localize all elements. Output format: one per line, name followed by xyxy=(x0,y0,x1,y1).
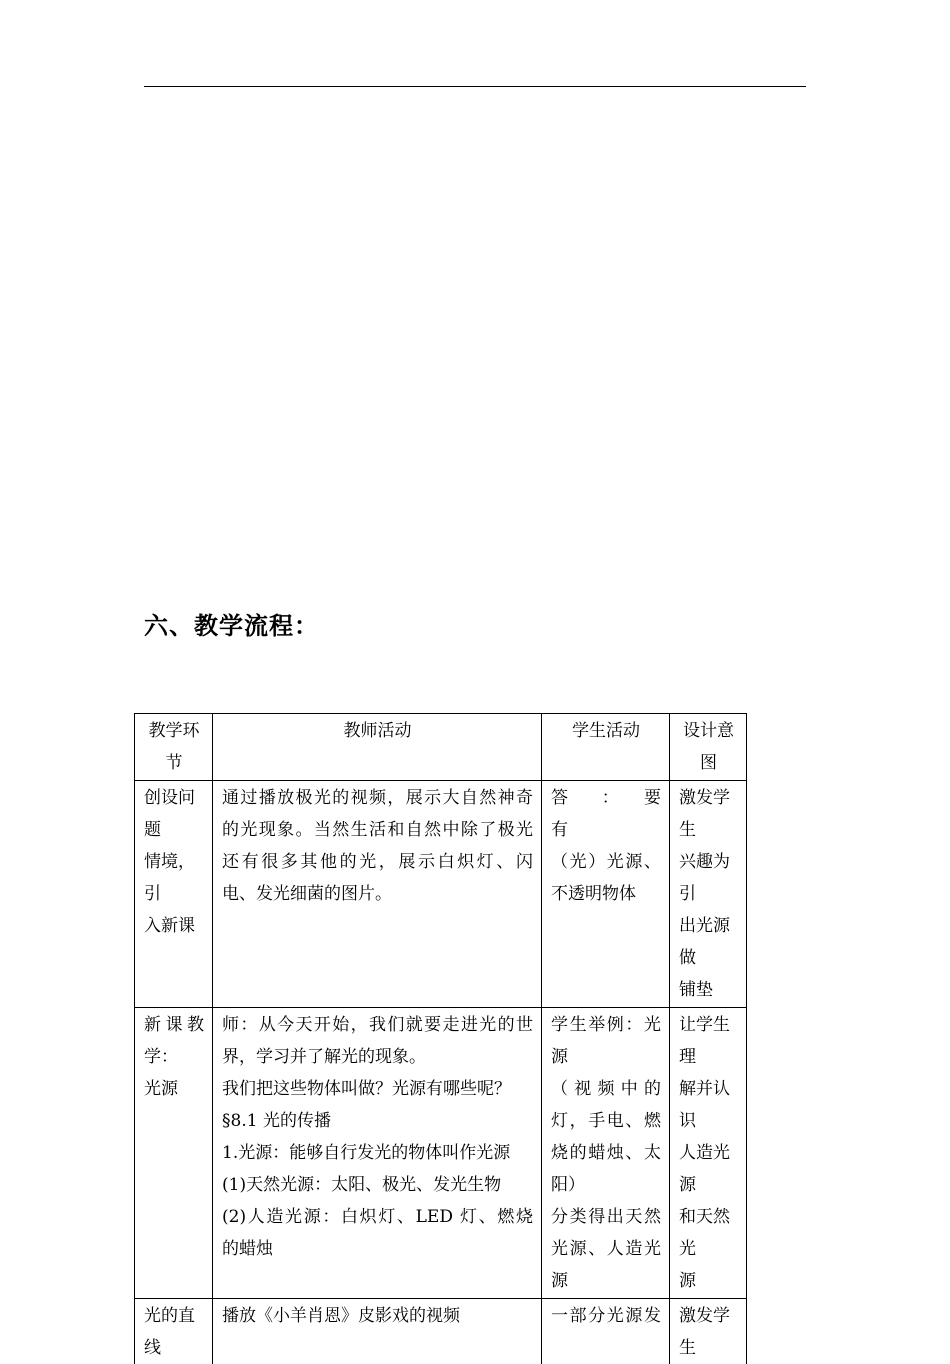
cell-line: 1.光源：能够自行发光的物体叫作光源 xyxy=(222,1137,533,1169)
cell-line: 不透明物体 xyxy=(551,878,661,910)
cell-line: 创设问题 xyxy=(144,782,204,846)
cell-line: 界，学习并了解光的现象。 xyxy=(222,1041,533,1073)
cell-line: 通过播放极光的视频，展示大自然神奇 xyxy=(222,782,533,814)
design-intent-cell xyxy=(670,1008,747,1299)
cell-line: 烧的蜡烛、太 xyxy=(551,1137,661,1169)
student-activity-cell xyxy=(542,1008,670,1299)
cell-line: （视频中的 xyxy=(551,1073,661,1105)
header-student-activity: 学生活动 xyxy=(542,714,670,781)
cell-line: 和天然光 xyxy=(679,1201,738,1265)
cell-line: 学： xyxy=(144,1041,204,1073)
cell-line: 一部分光源发 xyxy=(551,1300,661,1332)
student-activity-cell xyxy=(542,1299,670,1364)
cell-line: 光的直线 xyxy=(144,1300,204,1364)
cell-line: (1)天然光源：太阳、极光、发光生物 xyxy=(222,1169,533,1201)
cell-line: 的光现象。当然生活和自然中除了极光 xyxy=(222,814,533,846)
cell-line: 学生举例：光 xyxy=(551,1009,661,1041)
header-design-intent: 设计意图 xyxy=(670,714,747,781)
design-intent-cell xyxy=(670,1299,747,1364)
cell-line: 解并认识 xyxy=(679,1073,738,1137)
header-teacher-activity: 教师活动 xyxy=(213,714,542,781)
section-heading: 六、教学流程： xyxy=(144,606,319,641)
cell-line: 电、发光细菌的图片。 xyxy=(222,878,533,910)
cell-line: 师：从今天开始，我们就要走进光的世 xyxy=(222,1009,533,1041)
cell-line: 新课教 xyxy=(144,1009,204,1041)
header-stage: 教学环节 xyxy=(135,714,213,781)
cell-line: 阳） xyxy=(551,1169,661,1201)
cell-line: 还有很多其他的光，展示白炽灯、闪 xyxy=(222,846,533,878)
cell-line: 源 xyxy=(551,1265,661,1297)
cell-line: 分类得出天然 xyxy=(551,1201,661,1233)
cell-line: 播放《小羊肖恩》皮影戏的视频 xyxy=(222,1300,533,1332)
cell-line: 激发学生 xyxy=(679,782,738,846)
cell-line: 光源 xyxy=(144,1073,204,1105)
teacher-activity-cell xyxy=(213,1299,542,1364)
stage-cell xyxy=(135,781,213,1008)
cell-line: 答 ： 要 有 xyxy=(551,782,661,846)
cell-line: 灯，手电、燃 xyxy=(551,1105,661,1137)
cell-line: 源 xyxy=(551,1041,661,1073)
cell-line: 让学生理 xyxy=(679,1009,738,1073)
cell-line: 光源、人造光 xyxy=(551,1233,661,1265)
cell-line: 入新课 xyxy=(144,910,204,942)
cell-line: 的蜡烛 xyxy=(222,1233,533,1265)
table-row xyxy=(135,781,747,1008)
header-rule xyxy=(144,86,806,87)
table-row xyxy=(135,1008,747,1299)
cell-line: (2)人造光源：白炽灯、LED 灯、燃烧 xyxy=(222,1201,533,1233)
cell-line: 我们把这些物体叫做？光源有哪些呢？ xyxy=(222,1073,533,1105)
table-row xyxy=(135,1299,747,1364)
student-activity-cell xyxy=(542,781,670,1008)
cell-line: 兴趣为引 xyxy=(679,846,738,910)
table-header-row xyxy=(135,714,747,781)
cell-line: 情境，引 xyxy=(144,846,204,910)
cell-line: 人造光源 xyxy=(679,1137,738,1201)
teaching-flow-table xyxy=(134,713,747,1364)
teacher-activity-cell xyxy=(213,1008,542,1299)
cell-line: 出光源做 xyxy=(679,910,738,974)
stage-cell xyxy=(135,1008,213,1299)
design-intent-cell xyxy=(670,781,747,1008)
cell-line: （光）光源、 xyxy=(551,846,661,878)
cell-line: 激发学生 xyxy=(679,1300,738,1364)
stage-cell xyxy=(135,1299,213,1364)
cell-line: 铺垫 xyxy=(679,974,738,1006)
cell-line: 源 xyxy=(679,1265,738,1297)
cell-line: §8.1 光的传播 xyxy=(222,1105,533,1137)
teacher-activity-cell xyxy=(213,781,542,1008)
